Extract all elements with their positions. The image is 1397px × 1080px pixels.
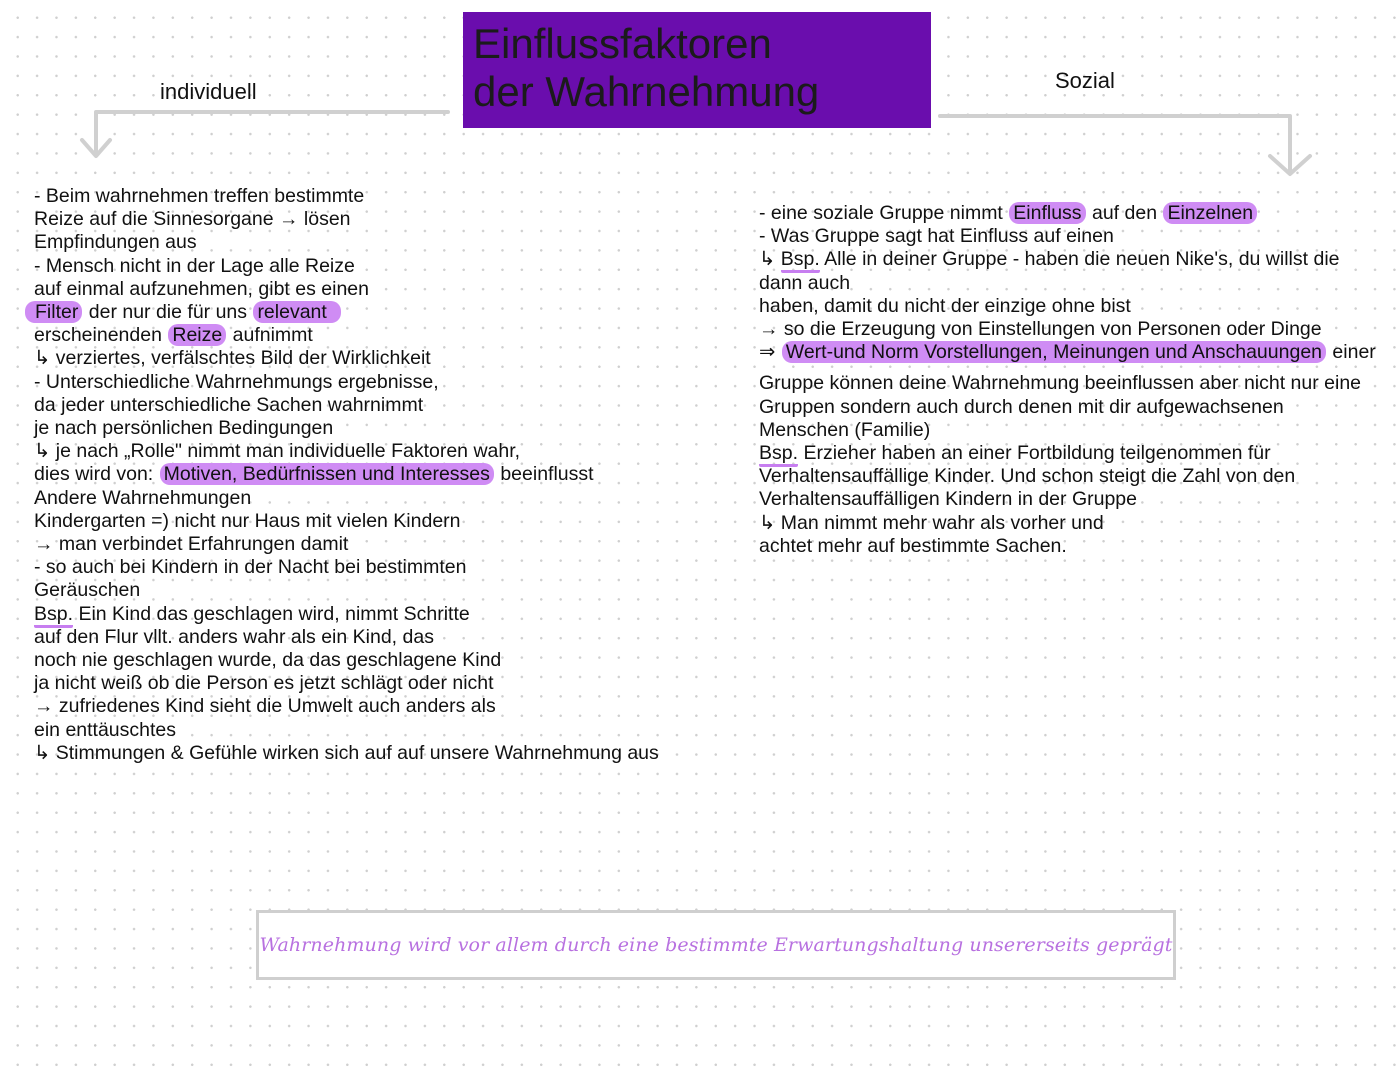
note-line: Kindergarten =) nicht nur Haus mit vielen Kindern <box>34 509 461 532</box>
note-line: ja nicht weiß ob die Person es jetzt schlägt oder nicht <box>34 672 494 695</box>
title-line-2: der Wahrnehmung <box>473 68 820 115</box>
note-line: auf den Flur vllt. anders wahr als ein Kind, das <box>34 625 434 648</box>
note-line: ↳ verziertes, verfälschtes Bild der Wirklichkeit <box>34 347 431 370</box>
note-line: Empfindungen aus <box>34 231 197 254</box>
note-line: → man verbindet Erfahrungen damit <box>34 533 349 556</box>
note-line: je nach persönlichen Bedingungen <box>34 417 334 440</box>
highlight-relevant: relevant <box>253 301 340 323</box>
note-line <box>34 324 659 347</box>
summary-box <box>256 910 1176 980</box>
note-line <box>759 248 1376 271</box>
highlight-motiven: Motiven, Bedürfnissen und Interesses <box>160 463 494 485</box>
left-notes <box>34 185 659 765</box>
title-line-1: Einflussfaktoren <box>473 20 772 67</box>
note-line <box>34 603 659 626</box>
note-line <box>24 301 659 324</box>
note-text: einer <box>1327 341 1376 364</box>
underline-bsp: Bsp. <box>34 603 73 628</box>
note-text: der nur die für uns <box>83 301 253 324</box>
note-text: - eine soziale Gruppe nimmt <box>759 202 1009 224</box>
note-line: ein enttäuschtes <box>34 718 177 741</box>
note-text: dies wird von: <box>34 463 159 486</box>
note-line: ↳ Man nimmt mehr wahr als vorher und <box>759 511 1104 534</box>
note-line <box>759 341 1376 364</box>
note-line: Verhaltensauffälligen Kindern in der Gruppe <box>759 488 1137 511</box>
note-line: Geräuschen <box>34 579 141 602</box>
note-line: ↳ Stimmungen & Gefühle wirken sich auf auf unsere Wahrnehmung aus <box>34 741 659 764</box>
highlight-einfluss: Einfluss <box>1009 202 1085 224</box>
note-line: Gruppen sondern auch durch denen mit dir aufgewachsenen <box>759 395 1284 418</box>
note-line: auf einmal aufzunehmen, gibt es einen <box>34 277 369 300</box>
note-line <box>34 463 659 486</box>
note-text: beeinflusst <box>494 463 594 486</box>
note-line <box>759 202 1376 225</box>
note-line: Gruppe können deine Wahrnehmung beeinflussen aber nicht nur eine <box>759 372 1362 395</box>
note-line <box>759 442 1376 465</box>
note-line: - so auch bei Kindern in der Nacht bei bestimmten <box>34 556 467 579</box>
note-line: - Mensch nicht in der Lage alle Reize <box>34 254 355 277</box>
note-line: haben, damit du nicht der einzige ohne bist <box>759 294 1131 317</box>
note-line: - Was Gruppe sagt hat Einfluss auf einen <box>759 225 1114 248</box>
note-text: ↳ <box>759 248 781 271</box>
note-text: auf den <box>1086 202 1163 224</box>
note-line: Andere Wahrnehmungen <box>34 486 252 509</box>
left-connector-line <box>96 112 448 152</box>
highlight-werte: Wert-und Norm Vorstellungen, Meinungen und Anschauungen <box>782 341 1326 363</box>
underline-bsp: Bsp. <box>759 442 798 467</box>
note-text: Erzieher haben an einer Fortbildung teilgenommen für <box>798 442 1271 465</box>
highlight-einzelnen: Einzelnen <box>1163 202 1257 224</box>
note-line: Menschen (Familie) <box>759 418 931 441</box>
note-text: Alle in deiner Gruppe - haben die neuen Nike's, du willst die <box>819 248 1340 271</box>
note-text: aufnimmt <box>227 324 313 347</box>
note-line: - Beim wahrnehmen treffen bestimmte <box>34 185 365 207</box>
note-text: erscheinenden <box>34 324 168 347</box>
note-text: Ein Kind das geschlagen wird, nimmt Schritte <box>73 602 470 625</box>
note-line: - Unterschiedliche Wahrnehmungs ergebnisse, <box>34 370 439 393</box>
note-line: dann auch <box>759 271 851 294</box>
note-line: → so die Erzeugung von Einstellungen von Personen oder Dinge <box>759 318 1322 341</box>
note-line: ↳ je nach „Rolle" nimmt man individuelle Faktoren wahr, <box>34 440 521 463</box>
note-line: Verhaltensauffällige Kinder. Und schon steigt die Zahl von den <box>759 465 1296 488</box>
right-connector-line <box>940 116 1290 170</box>
note-line: da jeder unterschiedliche Sachen wahrnimmt <box>34 393 424 416</box>
branch-label-sozial: Sozial <box>1055 68 1115 93</box>
line-gap <box>759 364 1376 372</box>
highlight-filter: Filter <box>25 301 82 323</box>
title-box <box>463 12 931 128</box>
summary-text: Wahrnehmung wird vor allem durch eine bestimmte Erwartungshaltung unsererseits geprägt <box>259 934 1173 956</box>
note-line: achtet mehr auf bestimmte Sachen. <box>759 534 1067 557</box>
right-notes <box>759 202 1376 558</box>
note-line: Reize auf die Sinnesorgane → lösen <box>34 208 351 231</box>
note-text: ⇒ <box>759 341 781 364</box>
note-line: → zufriedenes Kind sieht die Umwelt auch anders als <box>34 695 496 718</box>
branch-label-individuell: individuell <box>160 79 257 104</box>
highlight-reize: Reize <box>168 324 226 346</box>
note-line: noch nie geschlagen wurde, da das geschlagene Kind <box>34 649 502 672</box>
underline-bsp: Bsp. <box>781 248 820 273</box>
